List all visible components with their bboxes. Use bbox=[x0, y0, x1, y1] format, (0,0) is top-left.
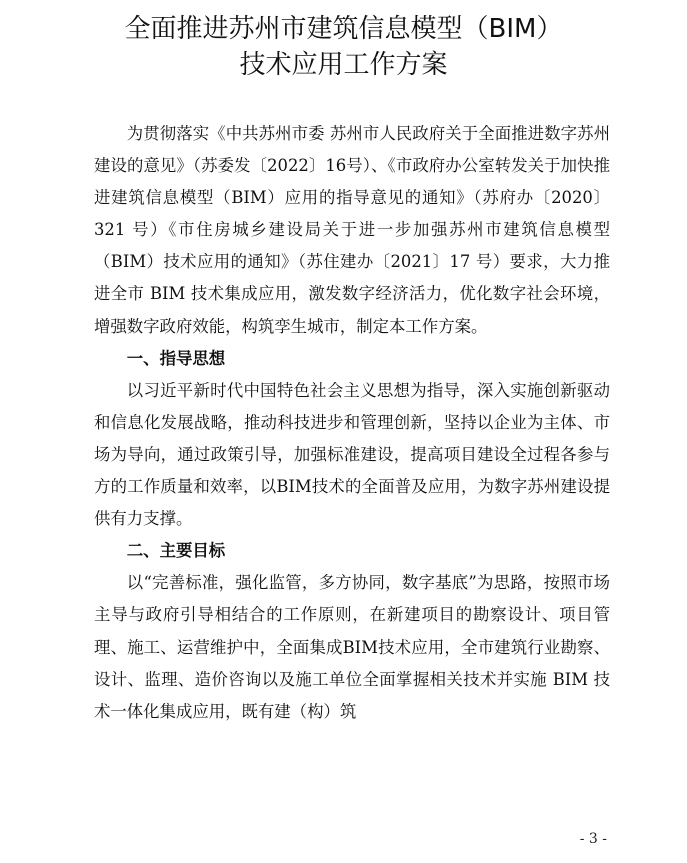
document-body bbox=[94, 118, 610, 728]
section-heading-guiding-ideology: 一、指导思想 bbox=[126, 348, 226, 368]
document-title-line-2: 技术应用工作方案 bbox=[239, 50, 448, 80]
page-number: - 3 - bbox=[579, 831, 607, 847]
document-title-line-1: 全面推进苏州市建筑信息模型（BIM） bbox=[124, 14, 563, 44]
main-goals-paragraph: 以“完善标准，强化监管，多方协同，数字基底”为思路，按照市场主导与政府引导相结合的工作原则，在新建项目的勘察设计、项目管理、施工、运营维护中，全面集成BIM技术应用，全市建筑行业勘察、设计、监理、造价咨询以及施工单位全面掌握相关技术并实施 BIM 技术一体化集成应用，既有建（构）筑 bbox=[94, 573, 610, 721]
intro-paragraph: 为贯彻落实《中共苏州市委 苏州市人民政府关于全面推进数字苏州建设的意见》（苏委发〔2022〕16号）、《市政府办公室转发关于加快推进建筑信息模型（BIM）应用的指导意见的通知》（苏府办〔2020〕321 号）《市住房城乡建设局关于进一步加强苏州市建筑信息模型（BIM）技术应用的通知》（苏住建办〔2021〕17 号）要求，大力推进全市 BIM 技术集成应用，激发数字经济活力，优化数字社会环境，增强数字政府效能，构筑孪生城市，制定本工作方案。 bbox=[94, 124, 610, 336]
guiding-ideology-paragraph: 以习近平新时代中国特色社会主义思想为指导，深入实施创新驱动和信息化发展战略，推动科技进步和管理创新，坚持以企业为主体、市场为导向，通过政策引导，加强标准建设，提高项目建设全过程各参与方的工作质量和效率，以BIM技术的全面普及应用，为数字苏州建设提供有力支撑。 bbox=[94, 380, 610, 529]
section-heading-main-goals: 二、主要目标 bbox=[126, 541, 226, 561]
